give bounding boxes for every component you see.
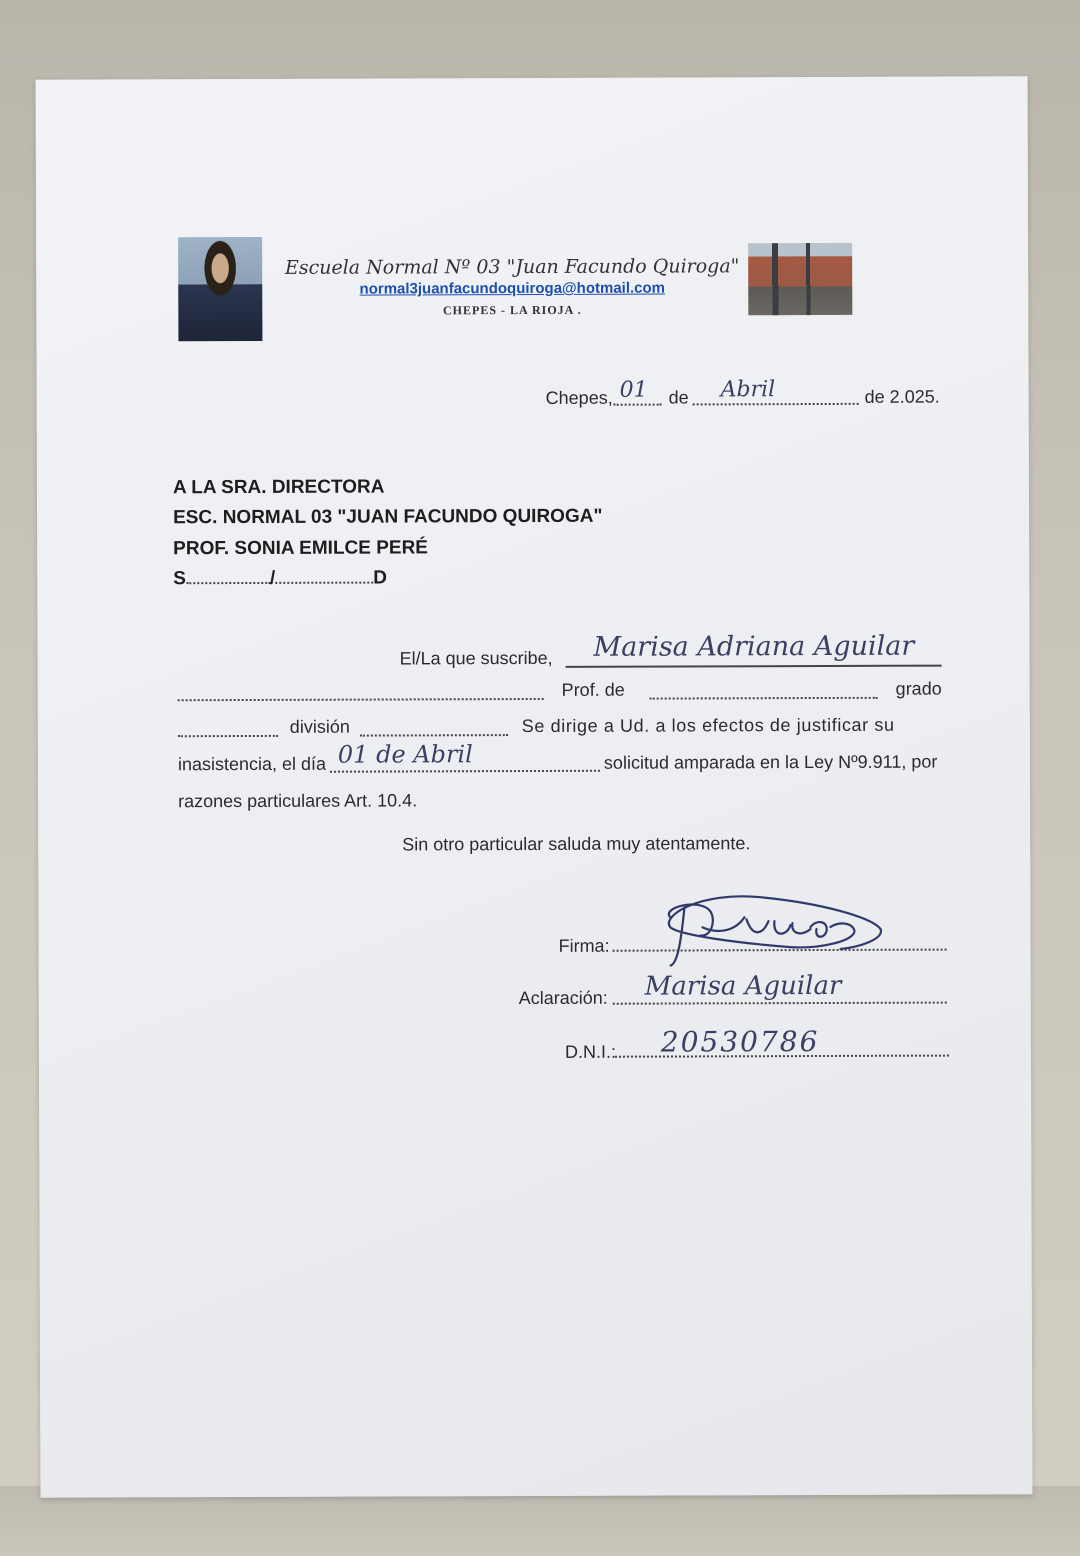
subscriber-name: Marisa Adriana Aguilar	[593, 630, 915, 663]
grado-label: grado	[895, 678, 942, 699]
dni-value: 20530786	[660, 1025, 820, 1059]
aclaracion-line	[613, 1002, 947, 1005]
prof-blank-line	[650, 697, 878, 700]
inasistencia-label: inasistencia, el día	[177, 753, 327, 775]
salutation-d: D	[373, 567, 388, 589]
dia-blank-line	[330, 770, 600, 773]
school-location: CHEPES - LA RIOJA .	[442, 302, 582, 318]
closing-text: Sin otro particular saluda muy atentamente.	[402, 833, 751, 855]
addressee-line-1: A LA SRA. DIRECTORA	[172, 476, 385, 499]
division-blank-line	[360, 734, 508, 737]
document-page	[36, 76, 1033, 1497]
date-month-line	[693, 403, 859, 406]
dia-value: 01 de Abril	[337, 740, 473, 769]
date-city: Chepes,	[545, 387, 613, 408]
school-name: Escuela Normal Nº 03 "Juan Facundo Quiroga"	[284, 255, 740, 279]
date-day-line	[614, 404, 662, 406]
salutation-line	[173, 568, 387, 591]
portrait-image	[178, 237, 262, 341]
grado-blank-line	[178, 735, 278, 737]
date-day-value: 01	[619, 377, 648, 403]
date-de: de	[668, 387, 689, 408]
salutation-slash: /	[269, 567, 276, 589]
addressee-line-3: PROF. SONIA EMILCE PERÉ	[173, 537, 428, 560]
blank-line-1	[178, 698, 544, 701]
date-year: de 2.025.	[864, 386, 940, 407]
division-label: división	[289, 716, 350, 737]
firma-label: Firma:	[558, 935, 610, 956]
aclaracion-label: Aclaración:	[518, 987, 608, 1009]
school-building-image	[748, 243, 852, 315]
handwritten-signature	[640, 877, 886, 968]
school-email-link[interactable]: normal3juanfacundoquiroga@hotmail.com	[359, 279, 666, 298]
name-underline	[566, 665, 942, 668]
razones-text: razones particulares Art. 10.4.	[178, 790, 418, 812]
salutation-s: S	[173, 568, 186, 590]
aclaracion-value: Marisa Aguilar	[644, 970, 842, 1002]
prof-label: Prof. de	[561, 679, 625, 700]
solicitud-text: solicitud amparada en la Ley Nº9.911, por	[603, 751, 938, 773]
dirige-text: Se dirige a Ud. a los efectos de justificar su	[521, 714, 895, 737]
date-month-value: Abril	[720, 377, 776, 403]
addressee-line-2: ESC. NORMAL 03 "JUAN FACUNDO QUIROGA"	[173, 505, 603, 529]
dni-label: D.N.I.:	[564, 1041, 616, 1062]
salutation-dots-1	[186, 568, 270, 584]
suscribe-label: El/La que suscribe,	[399, 647, 553, 669]
salutation-dots-2	[275, 568, 373, 584]
